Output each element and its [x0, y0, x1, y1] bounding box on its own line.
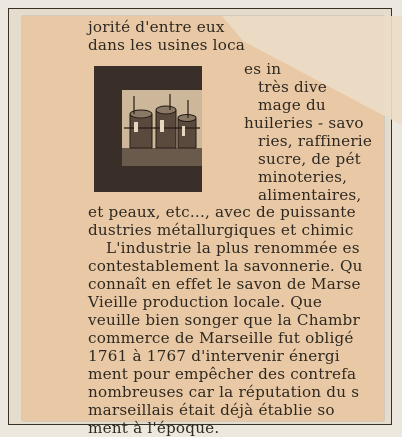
- text-line: ries, raffinerie: [258, 132, 373, 150]
- text-line: es in: [244, 60, 282, 78]
- text-line: L'industrie la plus renommée es: [106, 239, 360, 257]
- text-line: connaît en effet le savon de Marse: [88, 275, 361, 293]
- factory-engraving: [94, 66, 202, 192]
- newspaper-clipping: [22, 16, 384, 437]
- text-line: Vieille production locale. Que: [88, 293, 323, 311]
- text-line: nombreuses car la réputation du s: [88, 383, 360, 401]
- text-line: et peaux, etc..., avec de puissante: [88, 203, 356, 221]
- text-line: sucre, de pét: [258, 150, 361, 168]
- text-line: dustries métallurgiques et chimic: [88, 221, 354, 239]
- text-line: ment à l'époque.: [88, 419, 220, 437]
- text-line: minoteries,: [258, 168, 348, 186]
- text-line: dans les usines loca: [88, 36, 246, 54]
- text-line: mage du: [258, 96, 326, 114]
- text-line: ment pour empêcher des contrefa: [88, 365, 357, 383]
- text-line: très dive: [258, 78, 327, 96]
- text-line: marseillais était déjà établie so: [88, 401, 335, 419]
- text-line: veuille bien songer que la Chambr: [88, 311, 360, 329]
- text-line: jorité d'entre eux: [88, 18, 225, 36]
- text-line: commerce de Marseille fut obligé: [88, 329, 354, 347]
- text-line: contestablement la savonnerie. Qu: [88, 257, 363, 275]
- text-line: alimentaires,: [258, 186, 362, 204]
- text-line: huileries - savo: [244, 114, 364, 132]
- text-line: 1761 à 1767 d'intervenir énergi: [88, 347, 340, 365]
